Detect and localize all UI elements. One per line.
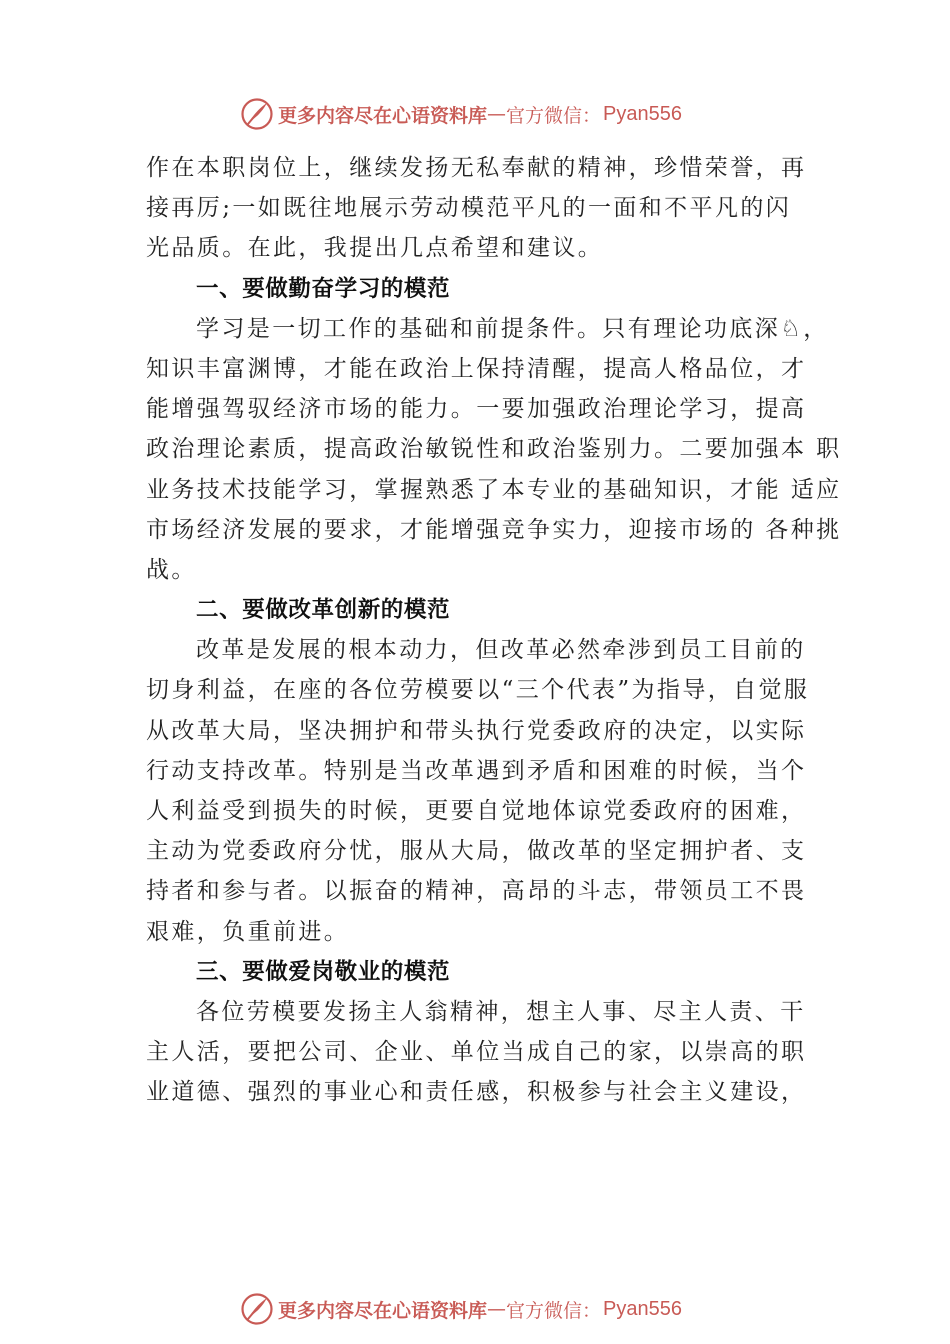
paragraph-line: 从改革大局，坚决拥护和带头执行党委政府的决定，以实际	[146, 717, 807, 744]
quill-pen-logo-icon	[240, 97, 274, 131]
paragraph-line: 业务技术技能学习，掌握熟悉了本专业的基础知识，才能 适应	[146, 476, 842, 503]
intro-line: 接再厉;一如既往地展示劳动模范平凡的一面和不平凡的闪	[146, 195, 792, 222]
paragraph-line: 能增强驾驭经济市场的能力。一要加强政治理论学习，提高	[146, 396, 807, 423]
paragraph-line: 各位劳模要发扬主人翁精神，想主人事、尽主人责、干	[196, 998, 806, 1025]
header-banner	[240, 96, 760, 132]
paragraph-line: 市场经济发展的要求，才能增强竞争实力，迎接市场的 各种挑	[146, 516, 842, 543]
paragraph-line: 改革是发展的根本动力，但改革必然牵涉到员工目前的	[196, 637, 806, 664]
section-heading-study: 一、要做勤奋学习的模范	[196, 275, 451, 302]
paragraph-line: 战。	[146, 556, 197, 583]
paragraph-line: 行动支持改革。特别是当改革遇到矛盾和困难的时候，当个	[146, 757, 807, 784]
header-wechat-label: 官方微信：	[506, 104, 602, 127]
header-separator: —	[487, 103, 507, 125]
header-brand-text: 更多内容尽在心语资料库	[278, 104, 488, 127]
section-heading-reform: 二、要做改革创新的模范	[196, 597, 451, 624]
footer-separator: —	[487, 1298, 507, 1320]
quill-pen-logo-icon	[240, 1292, 274, 1326]
paragraph-line: 人利益受到损失的时候，更要自觉地体谅党委政府的困难，	[146, 798, 807, 824]
intro-line: 作在本职岗位上，继续发扬无私奉献的精神，珍惜荣誉，再	[146, 155, 807, 181]
footer-wechat-id: Pyan556	[603, 1297, 682, 1320]
document-body	[146, 148, 842, 1113]
section-heading-dedication: 三、要做爱岗敬业的模范	[196, 958, 451, 985]
intro-line: 光品质。在此，我提出几点希望和建议。	[146, 235, 604, 262]
footer-banner	[240, 1291, 760, 1327]
paragraph-line: 政治理论素质，提高政治敏锐性和政治鉴别力。二要加强本 职	[146, 436, 842, 463]
paragraph-line: 学习是一切工作的基础和前提条件。只有理论功底深♘，	[196, 315, 829, 342]
paragraph-line: 切身利益，在座的各位劳模要以“三个代表”为指导，自觉服	[146, 677, 810, 704]
footer-brand-text: 更多内容尽在心语资料库	[278, 1299, 488, 1322]
paragraph-line: 业道德、强烈的事业心和责任感，积极参与社会主义建设，	[146, 1079, 807, 1106]
paragraph-line: 艰难，负重前进。	[146, 918, 350, 945]
paragraph-line: 持者和参与者。以振奋的精神，高昂的斗志，带领员工不畏	[146, 878, 807, 905]
paragraph-line: 主动为党委政府分忧，服从大局，做改革的坚定拥护者、支	[146, 838, 807, 865]
paragraph-line: 知识丰富渊博，才能在政治上保持清醒，提高人格品位，才	[146, 355, 807, 382]
header-wechat-id: Pyan556	[603, 102, 682, 125]
paragraph-line: 主人活，要把公司、企业、单位当成自己的家，以崇高的职	[146, 1039, 807, 1066]
footer-wechat-label: 官方微信：	[506, 1299, 602, 1322]
